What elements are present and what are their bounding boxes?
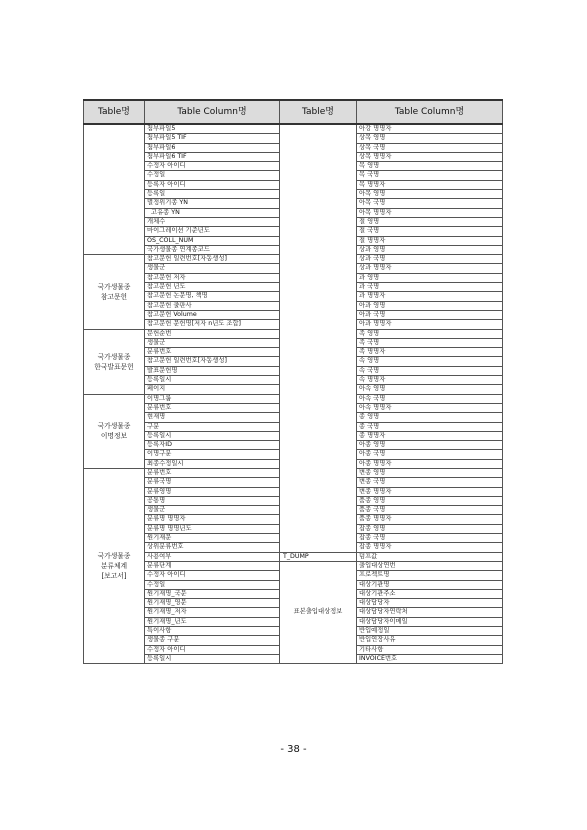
column-name-right: 절 명명자 xyxy=(357,236,503,245)
column-name-left: 등록자ID xyxy=(145,441,280,450)
column-name-right: 속 영명 xyxy=(357,357,503,366)
column-name-right: 아목 영명 xyxy=(357,190,503,199)
column-name-left: 마이그레이션 기준년도 xyxy=(145,227,280,236)
column-name-left: OS_COLL_NUM xyxy=(145,236,280,245)
column-name-left: 첨부파일6 xyxy=(145,143,280,152)
column-name-right: 잡종 국명 xyxy=(357,534,503,543)
column-name-right: 과 영명 xyxy=(357,273,503,282)
column-name-left: 참고문헌 출판사 xyxy=(145,301,280,310)
column-name-left: 분류명 명명자 xyxy=(145,515,280,524)
column-name-left: 참고문헌 저자 xyxy=(145,273,280,282)
column-name-left: 원기재문 xyxy=(145,534,280,543)
column-name-left: 분류국명 xyxy=(145,478,280,487)
page-number: - 38 - xyxy=(280,744,307,755)
column-name-left: 등록일 xyxy=(145,190,280,199)
column-name-left: 개체수 xyxy=(145,217,280,226)
column-name-left: 원기재명_저자 xyxy=(145,608,280,617)
column-name-left: 원기재명_국문 xyxy=(145,589,280,598)
column-name-left: 참고문헌 일련번호[자동생성] xyxy=(145,255,280,264)
column-name-left: 국가생물종 연계종코드 xyxy=(145,245,280,254)
column-name-left: 수정자 아이디 xyxy=(145,162,280,171)
column-name-right: 속 명명자 xyxy=(357,376,503,385)
column-name-right: 상목 명명자 xyxy=(357,152,503,161)
column-name-right: 아강 명명자 xyxy=(357,124,503,134)
column-name-right: 절 영명 xyxy=(357,217,503,226)
column-name-right: 종 영명 xyxy=(357,413,503,422)
group-table-name: 국가생물종 분류체계 [보고서] xyxy=(84,468,145,663)
column-name-right: 프로젝트명 xyxy=(357,571,503,580)
table-body xyxy=(84,124,503,664)
column-name-right: 과 국명 xyxy=(357,283,503,292)
column-name-right: 대상기관주소 xyxy=(357,589,503,598)
column-name-left: 구분 xyxy=(145,422,280,431)
column-name-right: 아종 명명자 xyxy=(357,459,503,468)
table-row xyxy=(84,561,503,570)
column-name-right: 아종 영명 xyxy=(357,441,503,450)
column-name-right: 잡종 명명자 xyxy=(357,543,503,552)
column-name-left: 수정자 아이디 xyxy=(145,645,280,654)
column-name-left: 등록일시 xyxy=(145,654,280,663)
column-name-right: 잡종 영명 xyxy=(357,524,503,533)
column-name-right: 아목 국명 xyxy=(357,199,503,208)
column-name-left: 참고문헌 Volume xyxy=(145,310,280,319)
group-table-name: 국가생물종 한국발표문헌 xyxy=(84,329,145,394)
column-name-left: 참고문헌 년도 xyxy=(145,283,280,292)
column-name-left: 생물군 xyxy=(145,338,280,347)
column-name-right: 품종 명명자 xyxy=(357,515,503,524)
column-name-right: INVOICE번호 xyxy=(357,654,503,663)
column-name-right: 변종 국명 xyxy=(357,478,503,487)
column-name-left: 참고문헌 일련번호[자동생성] xyxy=(145,357,280,366)
header-table-name-2: Table명 xyxy=(280,100,357,124)
column-name-left: 분류번호 xyxy=(145,348,280,357)
column-name-left: 고유종 YN xyxy=(145,208,280,217)
column-name-left: 생물종 구분 xyxy=(145,636,280,645)
column-name-left: 생물군 xyxy=(145,264,280,273)
column-name-left: 공통명 xyxy=(145,496,280,505)
group-table-name xyxy=(84,124,145,255)
right-table-name: T_DUMP xyxy=(280,552,357,561)
column-name-right: 품종 국명 xyxy=(357,506,503,515)
column-name-left: 첨부파일5 xyxy=(145,124,280,134)
column-name-right: 상과 명명자 xyxy=(357,264,503,273)
column-name-left: 수정자 아이디 xyxy=(145,571,280,580)
column-name-right: 기타사항 xyxy=(357,645,503,654)
column-name-left: 원기재명_영문 xyxy=(145,599,280,608)
column-name-right: 대상담당자이메일 xyxy=(357,617,503,626)
column-name-left: 사용여부 xyxy=(145,552,280,561)
column-name-right: 속 국명 xyxy=(357,366,503,375)
column-name-right: 품종 영명 xyxy=(357,496,503,505)
column-name-left: 등록일시 xyxy=(145,376,280,385)
column-name-left: 분류번호 xyxy=(145,468,280,477)
column-name-right: 반입연장사유 xyxy=(357,636,503,645)
column-name-left: 분류단계 xyxy=(145,561,280,570)
column-name-left: 페이지 xyxy=(145,385,280,394)
column-name-left: 발표문헌명 xyxy=(145,366,280,375)
right-table-name-empty xyxy=(280,124,357,552)
column-name-left: 현재명 xyxy=(145,413,280,422)
column-name-right: 아과 국명 xyxy=(357,310,503,319)
column-name-right: 상과 영명 xyxy=(357,245,503,254)
column-name-right: 대상기관명 xyxy=(357,580,503,589)
column-name-right: 출입대상연번 xyxy=(357,561,503,570)
column-name-right: 변종 영명 xyxy=(357,468,503,477)
group-table-name: 국가생물종 이명정보 xyxy=(84,394,145,468)
column-name-left: 첨부파일5 TIF xyxy=(145,134,280,143)
column-name-right: 상과 국명 xyxy=(357,255,503,264)
table-row xyxy=(84,552,503,561)
column-name-right: 족 국명 xyxy=(357,338,503,347)
column-name-left: 등록일시 xyxy=(145,431,280,440)
column-name-right: 목 국명 xyxy=(357,171,503,180)
column-name-left: 수정일 xyxy=(145,171,280,180)
column-name-right: 아종 국명 xyxy=(357,450,503,459)
column-name-right: 과 명명자 xyxy=(357,292,503,301)
header-table-name-1: Table명 xyxy=(84,100,145,124)
column-name-right: 족 명명자 xyxy=(357,348,503,357)
column-name-left: 첨부파일6 TIF xyxy=(145,152,280,161)
column-name-right: 아속 영명 xyxy=(357,385,503,394)
column-name-left: 등록자 아이디 xyxy=(145,180,280,189)
column-name-right: 아과 영명 xyxy=(357,301,503,310)
column-name-right: 대상담당자연락처 xyxy=(357,608,503,617)
column-name-right: 절 국명 xyxy=(357,227,503,236)
column-name-right: 아과 명명자 xyxy=(357,320,503,329)
header-column-name-1: Table Column명 xyxy=(145,100,280,124)
column-name-right: 아목 명명자 xyxy=(357,208,503,217)
column-name-left: 최종수정일시 xyxy=(145,459,280,468)
right-table-name: 표본출입대상정보 xyxy=(280,561,357,663)
table-row xyxy=(84,124,503,134)
column-name-right: 덤프값 xyxy=(357,552,503,561)
column-name-right: 아속 명명자 xyxy=(357,403,503,412)
column-name-left: 특이사항 xyxy=(145,627,280,636)
column-name-right: 상목 국명 xyxy=(357,143,503,152)
column-name-right: 반입예정일 xyxy=(357,627,503,636)
column-name-right: 상목 영명 xyxy=(357,134,503,143)
column-name-left: 분류영명 xyxy=(145,487,280,496)
column-name-left: 생물군 xyxy=(145,506,280,515)
header-column-name-2: Table Column명 xyxy=(357,100,503,124)
column-name-left: 참고문헌 논문명, 책명 xyxy=(145,292,280,301)
column-name-right: 변종 명명자 xyxy=(357,487,503,496)
column-name-left: 분류명 명명년도 xyxy=(145,524,280,533)
column-name-left: 상위분류번호 xyxy=(145,543,280,552)
header-row xyxy=(84,100,503,124)
column-mapping-table xyxy=(83,99,503,664)
column-name-left: 수정일 xyxy=(145,580,280,589)
group-table-name: 국가생물종 참고문헌 xyxy=(84,255,145,329)
column-name-left: 원기재명_년도 xyxy=(145,617,280,626)
column-name-right: 아속 국명 xyxy=(357,394,503,403)
column-name-left: 문헌순번 xyxy=(145,329,280,338)
column-name-right: 종 국명 xyxy=(357,422,503,431)
column-name-right: 목 영명 xyxy=(357,162,503,171)
column-name-left: 이명그룹 xyxy=(145,394,280,403)
column-name-left: 멸정위기종 YN xyxy=(145,199,280,208)
column-name-right: 종 명명자 xyxy=(357,431,503,440)
column-name-left: 분류번호 xyxy=(145,403,280,412)
column-name-right: 대상담당자 xyxy=(357,599,503,608)
column-name-right: 족 영명 xyxy=(357,329,503,338)
column-name-left: 이명구분 xyxy=(145,450,280,459)
column-name-right: 목 명명자 xyxy=(357,180,503,189)
column-name-left: 참고문헌 문헌명[저자 n년도 조합] xyxy=(145,320,280,329)
